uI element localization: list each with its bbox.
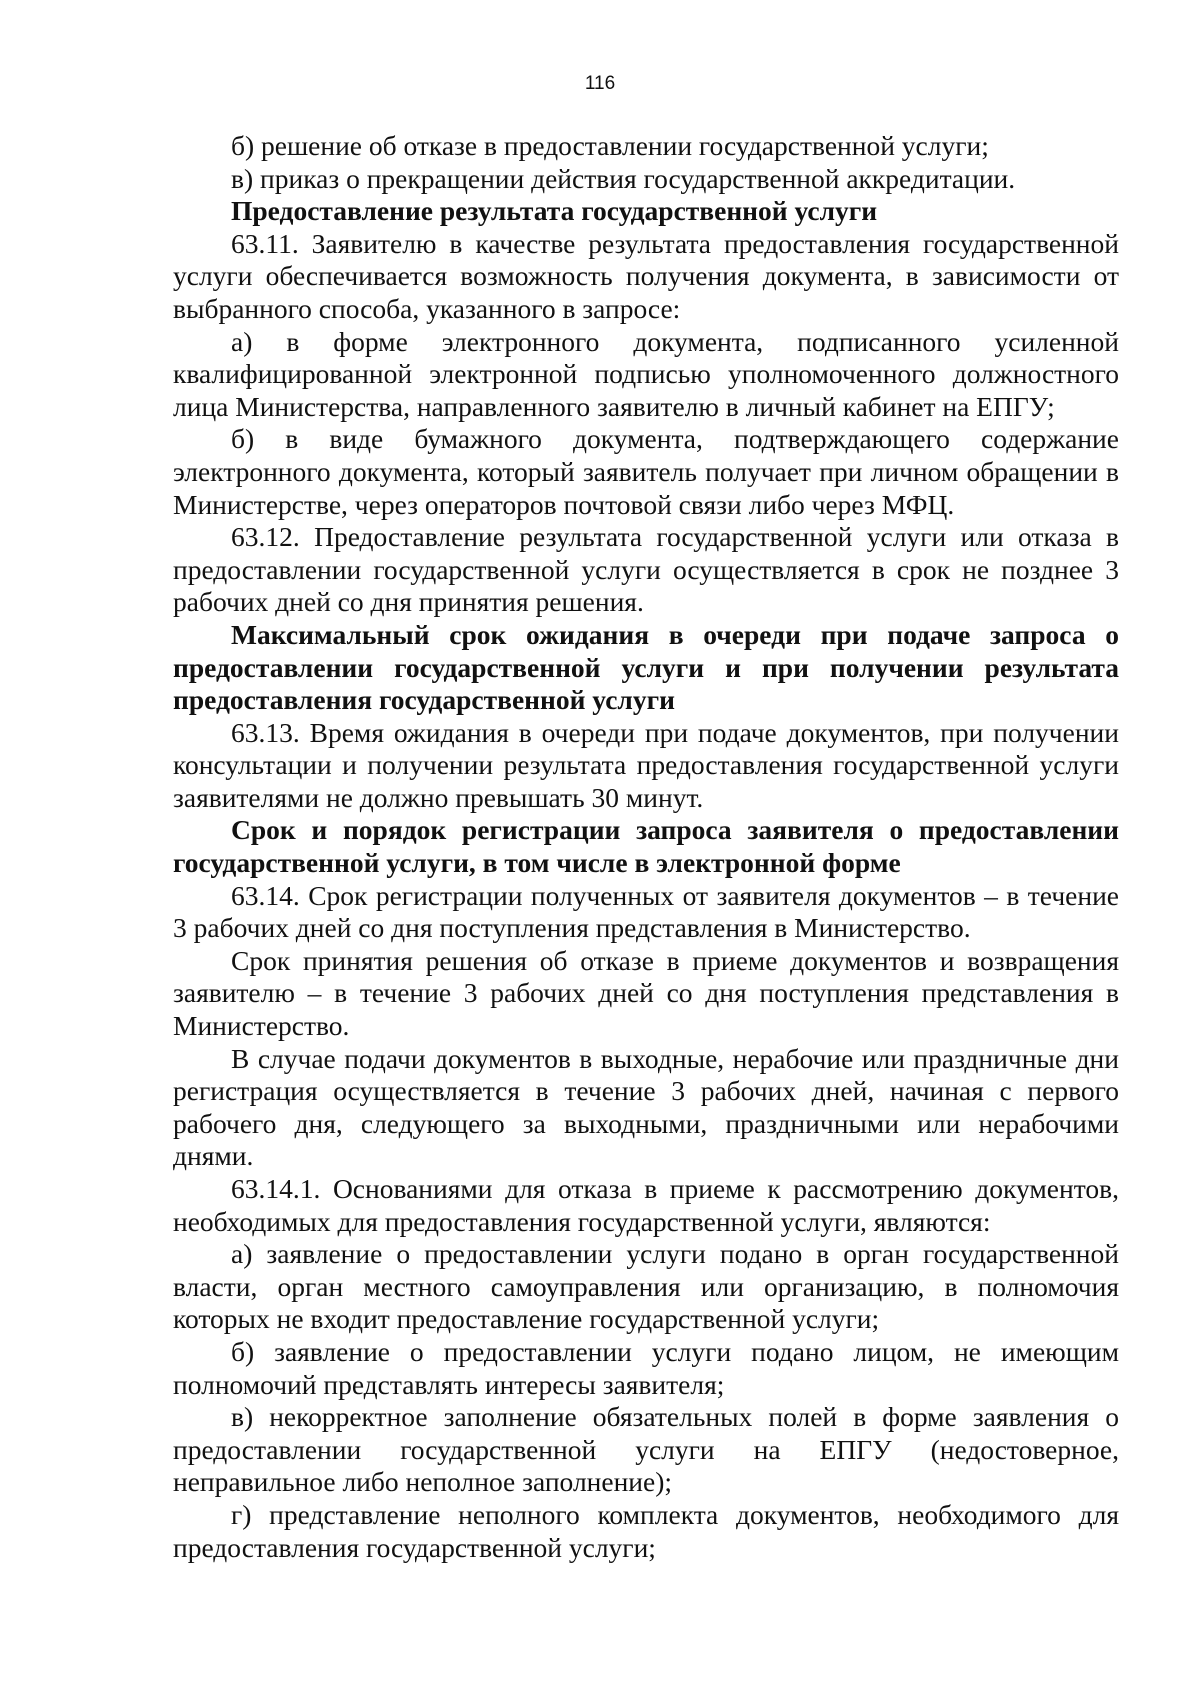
- paragraph: 63.14.1. Основаниями для отказа в приеме к рассмотрению документов, необходимых для предоставления государственной услуги, являются:: [173, 1173, 1119, 1237]
- paragraph: в) приказ о прекращении действия государственной аккредитации.: [231, 162, 1016, 194]
- paragraph: б) в виде бумажного документа, подтверждающего содержание электронного документа, который заявитель получает при личном обращении в Министерстве, через операторов почтовой связи либо через МФЦ.: [173, 423, 1119, 520]
- section-heading: Максимальный срок ожидания в очереди при подаче запроса о предоставлении государственной услуги и при получении результата предоставления государственной услуги: [173, 618, 1119, 716]
- paragraph: в) некорректное заполнение обязательных полей в форме заявления о предоставлении государственной услуги на ЕПГУ (недостоверное, неправильное либо неполное заполнение);: [173, 1401, 1119, 1498]
- section-heading: Предоставление результата государственной услуги: [231, 195, 878, 227]
- paragraph: 63.12. Предоставление результата государственной услуги или отказа в предоставлении государственной услуги осуществляется в срок не позднее 3 рабочих дней со дня принятия решения.: [173, 521, 1119, 618]
- paragraph: б) решение об отказе в предоставлении государственной услуги;: [231, 130, 989, 161]
- paragraph: г) представление неполного комплекта документов, необходимого для предоставления государственной услуги;: [173, 1498, 1119, 1563]
- paragraph: а) заявление о предоставлении услуги подано в орган государственной власти, орган местного самоуправления или организацию, в полномочия которых не входит предоставление государственной услуги;: [173, 1238, 1119, 1335]
- paragraph: В случае подачи документов в выходные, нерабочие или праздничные дни регистрация осуществляется в течение 3 рабочих дней, начиная с первого рабочего дня, следующего за выходными, праздничными или нерабочими днями.: [173, 1042, 1119, 1172]
- paragraph: а) в форме электронного документа, подписанного усиленной квалифицированной электронной подписью уполномоченного должностного лица Министерства, направленного заявителю в личный кабинет на ЕПГУ;: [173, 325, 1119, 422]
- paragraph: 63.11. Заявителю в качестве результата предоставления государственной услуги обеспечивается возможность получения документа, в зависимости от выбранного способа, указанного в запросе:: [173, 227, 1119, 324]
- paragraph: Срок принятия решения об отказе в приеме документов и возвращения заявителю – в течение 3 рабочих дней со дня поступления представления в Министерство.: [173, 944, 1119, 1042]
- page-number: 116: [584, 73, 616, 94]
- paragraph: 63.13. Время ожидания в очереди при подаче документов, при получении консультации и получении результата предоставления государственной услуги заявителями не должно превышать 30 минут.: [173, 716, 1119, 813]
- document-body: [173, 130, 1119, 1564]
- paragraph: 63.14. Срок регистрации полученных от заявителя документов – в течение 3 рабочих дней со дня поступления представления в Министерство.: [173, 879, 1119, 944]
- paragraph: б) заявление о предоставлении услуги подано лицом, не имеющим полномочий представлять интересы заявителя;: [173, 1335, 1119, 1400]
- section-heading: Срок и порядок регистрации запроса заявителя о предоставлении государственной услуги, в том числе в электронной форме: [173, 814, 1119, 879]
